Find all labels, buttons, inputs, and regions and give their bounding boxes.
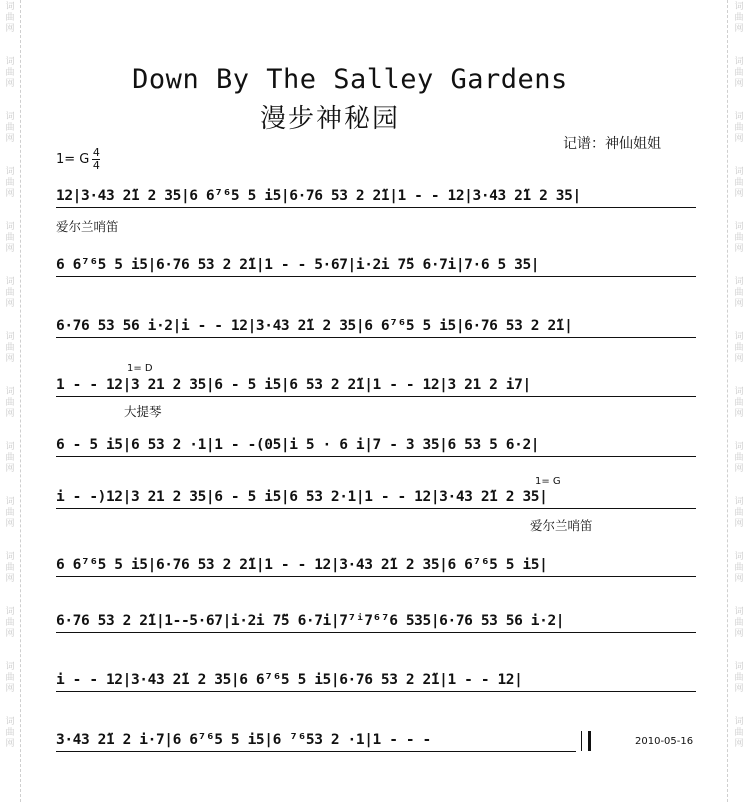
watermark-char: 词 bbox=[5, 497, 15, 507]
title-chinese: 漫步神秘园 bbox=[260, 104, 401, 134]
instrument-label-cello: 大提琴 bbox=[124, 404, 162, 419]
watermark-char: 词 bbox=[734, 112, 744, 122]
watermark-char: 词 bbox=[5, 332, 15, 342]
beam-rule-line-6 bbox=[56, 508, 696, 509]
watermark-char: 词 bbox=[734, 717, 744, 727]
watermark-char: 词 bbox=[5, 442, 15, 452]
score-line-8: 6·76 53 2 2̈1|1--5·67|i·2i 7̈5 6·7i|7⁷ⁱ7⁶⁷6 535|6·76 53 56 i·2| bbox=[56, 613, 565, 629]
score-line-3: 6·76 53 56 i·2|i - - 12|3·43 2̈1 2 35|6 6⁷⁶5 5 i5|6·76 53 2 2̈1| bbox=[56, 318, 573, 334]
right-watermark-column bbox=[731, 0, 747, 802]
watermark-group bbox=[734, 442, 743, 475]
watermark-char: 网 bbox=[5, 409, 15, 419]
watermark-char: 词 bbox=[734, 552, 744, 562]
watermark-char: 曲 bbox=[734, 13, 744, 23]
watermark-char: 曲 bbox=[734, 178, 744, 188]
watermark-char: 曲 bbox=[5, 68, 15, 78]
watermark-char: 网 bbox=[5, 299, 15, 309]
watermark-group bbox=[5, 332, 14, 365]
watermark-char: 曲 bbox=[734, 398, 744, 408]
watermark-char: 网 bbox=[5, 574, 15, 584]
title-english: Down By The Salley Gardens bbox=[132, 64, 568, 95]
watermark-char: 网 bbox=[5, 354, 15, 364]
watermark-group bbox=[734, 717, 743, 750]
watermark-char: 曲 bbox=[734, 233, 744, 243]
watermark-char: 曲 bbox=[734, 453, 744, 463]
watermark-char: 网 bbox=[5, 464, 15, 474]
watermark-group bbox=[5, 497, 14, 530]
beam-rule-line-10 bbox=[56, 751, 576, 752]
score-line-7: 6 6⁷⁶5 5 i5|6·76 53 2 2̈1|1 - - 12|3·43 2̈1 2 35|6 6⁷⁶5 5 i5| bbox=[56, 557, 548, 573]
watermark-char: 曲 bbox=[734, 508, 744, 518]
beam-rule-line-3 bbox=[56, 337, 696, 338]
watermark-char: 曲 bbox=[734, 68, 744, 78]
watermark-char: 词 bbox=[5, 57, 15, 67]
watermark-char: 曲 bbox=[734, 673, 744, 683]
watermark-char: 网 bbox=[734, 244, 744, 254]
watermark-group bbox=[734, 662, 743, 695]
watermark-char: 曲 bbox=[734, 343, 744, 353]
final-barline bbox=[581, 731, 591, 751]
watermark-char: 网 bbox=[5, 684, 15, 694]
watermark-char: 曲 bbox=[5, 618, 15, 628]
score-line-2: 6 6⁷⁶5 5 i5|6·76 53 2 2̈1|1 - - 5·67|i·2i 7̈5 6·7i|7·6 5 35| bbox=[56, 257, 540, 273]
instrument-label-irish-whistle-2: 爱尔兰哨笛 bbox=[530, 518, 593, 533]
watermark-char: 词 bbox=[5, 167, 15, 177]
watermark-char: 词 bbox=[734, 607, 744, 617]
score-line-10: 3·43 2̈1 2 i·7|6 6⁷⁶5 5 i5|6 ⁷⁶53 2 ·1|1 - - - bbox=[56, 732, 431, 748]
key-signature bbox=[56, 148, 100, 171]
beam-rule-line-4 bbox=[56, 396, 696, 397]
watermark-group bbox=[5, 607, 14, 640]
watermark-char: 曲 bbox=[5, 728, 15, 738]
watermark-group bbox=[734, 387, 743, 420]
watermark-char: 网 bbox=[5, 79, 15, 89]
watermark-char: 曲 bbox=[5, 453, 15, 463]
watermark-char: 曲 bbox=[5, 123, 15, 133]
meter-top: 4 bbox=[92, 146, 100, 159]
watermark-char: 曲 bbox=[5, 178, 15, 188]
score-line-4: 1 - - 12|3 21 2 35|6 - 5 i5|6 53 2 2̈1|1 - - 12|3 21 2 i7| bbox=[56, 377, 531, 393]
watermark-char: 词 bbox=[734, 167, 744, 177]
watermark-char: 曲 bbox=[5, 673, 15, 683]
key-label: 1= G bbox=[56, 152, 90, 167]
watermark-char: 曲 bbox=[734, 123, 744, 133]
watermark-char: 词 bbox=[5, 552, 15, 562]
watermark-char: 词 bbox=[5, 112, 15, 122]
watermark-group bbox=[5, 2, 14, 35]
score-line-9: i - - 12|3·43 2̈1 2 35|6 6⁷⁶5 5 i5|6·76 53 2 2̈1|1 - - 12| bbox=[56, 672, 523, 688]
key-change-g: 1= G bbox=[535, 476, 561, 487]
time-signature bbox=[92, 148, 100, 171]
watermark-group bbox=[734, 57, 743, 90]
beam-rule-line-9 bbox=[56, 691, 696, 692]
watermark-char: 曲 bbox=[5, 508, 15, 518]
watermark-char: 曲 bbox=[734, 728, 744, 738]
watermark-char: 曲 bbox=[5, 233, 15, 243]
watermark-char: 曲 bbox=[5, 398, 15, 408]
watermark-char: 词 bbox=[734, 387, 744, 397]
watermark-char: 网 bbox=[5, 24, 15, 34]
watermark-char: 网 bbox=[734, 79, 744, 89]
watermark-group bbox=[734, 167, 743, 200]
watermark-group bbox=[734, 497, 743, 530]
watermark-group bbox=[734, 2, 743, 35]
watermark-char: 词 bbox=[734, 442, 744, 452]
key-change-d: 1= D bbox=[127, 363, 153, 374]
watermark-char: 词 bbox=[734, 277, 744, 287]
meter-bottom: 4 bbox=[92, 159, 100, 172]
beam-rule-line-8 bbox=[56, 632, 696, 633]
watermark-char: 曲 bbox=[5, 343, 15, 353]
watermark-group bbox=[734, 112, 743, 145]
watermark-group bbox=[5, 277, 14, 310]
instrument-label-irish-whistle: 爱尔兰哨笛 bbox=[56, 219, 119, 234]
left-watermark-column bbox=[2, 0, 18, 802]
watermark-char: 词 bbox=[5, 607, 15, 617]
watermark-char: 网 bbox=[734, 24, 744, 34]
watermark-char: 网 bbox=[734, 189, 744, 199]
watermark-char: 词 bbox=[5, 662, 15, 672]
watermark-group bbox=[5, 662, 14, 695]
watermark-group bbox=[734, 277, 743, 310]
watermark-group bbox=[5, 222, 14, 255]
watermark-char: 词 bbox=[5, 222, 15, 232]
watermark-char: 词 bbox=[734, 497, 744, 507]
watermark-char: 网 bbox=[5, 134, 15, 144]
watermark-group bbox=[734, 552, 743, 585]
watermark-char: 词 bbox=[734, 2, 744, 12]
watermark-group bbox=[734, 332, 743, 365]
watermark-char: 网 bbox=[734, 629, 744, 639]
watermark-char: 词 bbox=[5, 387, 15, 397]
watermark-char: 曲 bbox=[5, 13, 15, 23]
beam-rule-line-7 bbox=[56, 576, 696, 577]
right-margin-guide bbox=[727, 0, 728, 802]
watermark-char: 网 bbox=[734, 299, 744, 309]
watermark-char: 曲 bbox=[734, 618, 744, 628]
watermark-char: 词 bbox=[734, 332, 744, 342]
beam-rule-line-2 bbox=[56, 276, 696, 277]
watermark-group bbox=[734, 222, 743, 255]
watermark-group bbox=[734, 607, 743, 640]
watermark-char: 网 bbox=[734, 519, 744, 529]
watermark-char: 词 bbox=[5, 2, 15, 12]
watermark-char: 曲 bbox=[5, 563, 15, 573]
watermark-char: 曲 bbox=[5, 288, 15, 298]
watermark-char: 网 bbox=[5, 629, 15, 639]
watermark-char: 词 bbox=[734, 57, 744, 67]
watermark-char: 网 bbox=[734, 409, 744, 419]
watermark-char: 网 bbox=[5, 739, 15, 749]
watermark-char: 网 bbox=[734, 739, 744, 749]
watermark-group bbox=[5, 442, 14, 475]
watermark-group bbox=[5, 387, 14, 420]
beam-rule-line-1 bbox=[56, 207, 696, 208]
left-margin-guide bbox=[20, 0, 21, 802]
beam-rule-line-5 bbox=[56, 456, 696, 457]
watermark-char: 网 bbox=[734, 574, 744, 584]
watermark-group bbox=[5, 717, 14, 750]
date-stamp: 2010-05-16 bbox=[635, 736, 694, 747]
watermark-group bbox=[5, 167, 14, 200]
watermark-char: 网 bbox=[5, 519, 15, 529]
watermark-char: 词 bbox=[734, 222, 744, 232]
watermark-char: 网 bbox=[734, 354, 744, 364]
watermark-group bbox=[5, 552, 14, 585]
watermark-group bbox=[5, 112, 14, 145]
watermark-char: 网 bbox=[5, 189, 15, 199]
watermark-char: 网 bbox=[5, 244, 15, 254]
score-line-6: i - -)12|3 21 2 35|6 - 5 i5|6 53 2·1|1 - - 12|3·43 2̈1 2 35| bbox=[56, 489, 548, 505]
watermark-char: 词 bbox=[5, 717, 15, 727]
watermark-char: 网 bbox=[734, 464, 744, 474]
watermark-char: 曲 bbox=[734, 563, 744, 573]
watermark-char: 曲 bbox=[734, 288, 744, 298]
watermark-char: 词 bbox=[5, 277, 15, 287]
watermark-char: 网 bbox=[734, 684, 744, 694]
transcriber-credit: 记谱：神仙姐姐 bbox=[563, 136, 661, 152]
watermark-char: 网 bbox=[734, 134, 744, 144]
score-line-1: 12|3·43 2̈1 2 35|6 6⁷⁶5 5 i5|6·76 53 2 2̈1|1 - - 12|3·43 2̈1 2 35| bbox=[56, 188, 581, 204]
score-line-5: 6 - 5 i5|6 53 2 ·1|1 - -(05|i 5 · 6 i|7 - 3 35|6 53 5 6·2| bbox=[56, 437, 540, 453]
watermark-char: 词 bbox=[734, 662, 744, 672]
